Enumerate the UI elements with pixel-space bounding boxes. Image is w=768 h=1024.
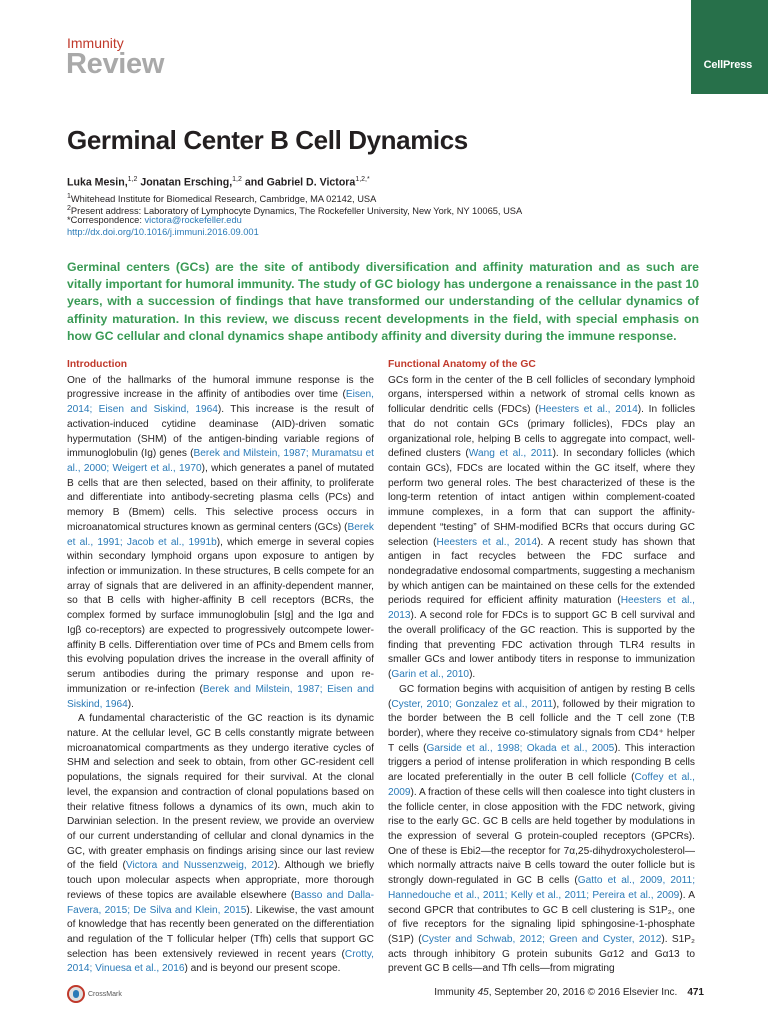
body-text: ). This interaction triggers a period of intense proliferation in which responding B cells are located preferentially in the outer B cell follicle ( [388, 742, 695, 784]
paragraph [388, 374, 695, 683]
body-text: ). Likewise, the vast amount of knowledge that has recently been generated on the differentiation and regulation of the T follicular helper (Tfh) cells that support GC selection has been extensively reviewed in recent years ( [67, 904, 374, 960]
body-text: ). A fraction of these cells will then coalesce into tight clusters in the follicle center, in close apposition with the FDC network, giving rise to the early GC. GC B cells are held together by modulations in the expression of several G protein-coupled receptors (GPCRs). One of these is Ebi2—the receptor for 7α,25-dihydroxycholesterol—which normally attracts naive B cells toward the outer follicle but is strongly down-regulated in GC B cells ( [388, 786, 695, 887]
footer-journal: Immunity [434, 987, 475, 998]
cellpress-logo-text: CellPress [703, 59, 752, 71]
body-text: ). [469, 669, 476, 681]
crossmark-icon [67, 985, 85, 1003]
citation-link[interactable]: Crotty, 2014; Vinuesa et al., 2016 [67, 948, 374, 975]
author-affiliation-mark: 1,2,* [355, 176, 370, 183]
page-footer [434, 987, 704, 998]
crossmark-logo[interactable] [67, 985, 122, 1003]
body-text: ). [127, 698, 134, 710]
citation-link[interactable]: Berek and Milstein, 1987; Muramatsu et al., 2000; Weigert et al., 1970 [67, 448, 374, 475]
right-column [388, 358, 695, 977]
body-text: GCs form in the center of the B cell follicles of secondary lymphoid organs, interspersed within a network of stromal cells known as follicular dendritic cells (FDCs) ( [388, 374, 695, 416]
author-affiliation-mark: 1,2 [127, 176, 138, 183]
citation-link[interactable]: Victora and Nussenzweig, 2012 [125, 860, 275, 872]
page-number: 471 [687, 987, 704, 998]
author-name: Jonatan Ersching, [137, 176, 233, 189]
journal-name: Immunity [67, 35, 124, 51]
citation-link[interactable]: Berek and Milstein, 1987; Eisen and Siskind, 1964 [67, 683, 374, 710]
body-text: ) and is beyond our present scope. [184, 963, 341, 975]
body-text: ). A recent study has shown that antigen in fact recycles between the FDC surface and nondegradative endosomal compartments, suggesting a mechanism by which antigen can be maintained on these cells for the extended periods required for efficient affinity maturation ( [388, 536, 695, 607]
citation-link[interactable]: Coffey et al., 2009 [388, 772, 695, 798]
citation-link[interactable]: Garside et al., 1998; Okada et al., 2005 [426, 742, 615, 754]
citation-link[interactable]: Wang et al., 2011 [468, 448, 553, 460]
body-text: ). Although we briefly touch upon molecular aspects when appropriate, more thorough reviews of these topics are available elsewhere ( [67, 860, 375, 901]
citation-link[interactable]: Cyster, 2010; Gonzalez et al., 2011 [391, 698, 553, 710]
body-text: ). In secondary follicles (which contain GCs), FDCs are located within the GC itself, where they perform two general roles. The best characterized of these is the long-term retention of intact antigen within complement-coated immune complexes, in a form that can support the affinity-dependent “testing” of SHM-modified BCRs that occurs during GC selection ( [388, 448, 695, 548]
body-text: GC formation begins with acquisition of antigen by resting B cells ( [388, 683, 695, 710]
affiliation-2: $^2$Present address: Laboratory of Lymphocyte Dynamics, The Rockefeller University, New York, NY 10065, USA [67, 205, 523, 217]
author-name: and Gabriel D. Victora [241, 176, 356, 189]
footer-date: , September 20, 2016 © 2016 Elsevier Inc. [488, 987, 678, 998]
body-text: ). This increase is the result of activation-induced cytidine deaminase (AID)-driven somatic hypermutation (SHM) of the antigen-binding variable regions of immunoglobulin (Ig) genes ( [67, 404, 374, 460]
article-title: Germinal Center B Cell Dynamics [67, 125, 468, 155]
citation-link[interactable]: Eisen, 2014; Eisen and Siskind, 1964 [67, 389, 374, 416]
citation-link[interactable]: Garin et al., 2010 [391, 669, 470, 681]
footer-volume: 45 [477, 987, 489, 998]
author-name: Luka Mesin, [67, 176, 128, 189]
crossmark-label: CrossMark [88, 990, 122, 998]
body-text: ), followed by their migration to the border between the B cell follicle and the T cell zone (T:B border), where they receive co-stimulatory signals from CD4⁺ helper T cells ( [388, 698, 695, 754]
body-text: ). S1P₂ acts through inhibitory G protein subunits Gα12 and Gα13 to prevent GC B cells—and Tfh cells—from migrating [388, 934, 695, 975]
paragraph [388, 683, 695, 977]
email-link[interactable]: victora@rockefeller.edu [144, 215, 242, 225]
affiliation-1: $^1$Whitehead Institute for Biomedical Research, Cambridge, MA 02142, USA [67, 193, 377, 205]
citation-link[interactable]: Heesters et al., 2014 [436, 536, 538, 548]
body-text: ). A second role for FDCs is to support GC B cell survival and the overall prolificacy of the GC reaction. This is supported by the finding that preventing FDC activation through TLR4 results in smaller GCs and lower antibody titers in response to immunization ( [388, 610, 695, 681]
citation-link[interactable]: Heesters et al., 2013 [388, 595, 695, 622]
cellpress-logo [691, 0, 768, 94]
section-heading-functional-anatomy: Functional Anatomy of the GC [388, 359, 536, 370]
citation-link[interactable]: Gatto et al., 2009, 2011; Hannedouche et al., 2011; Kelly et al., 2011; Pereira et al., 2009 [388, 875, 696, 901]
doi-link[interactable]: http://dx.doi.org/10.1016/j.immuni.2016.09.001 [67, 227, 259, 237]
citation-link[interactable]: Heesters et al., 2014 [538, 404, 638, 416]
body-text: ), which emerge in several copies within secondary lymphoid organs upon exposure to antigen by infection or immunization. In these structures, B cells compete for an array of signals that are delivered in an affinity-dependent manner, so that B cells with higher-affinity B cell receptors (BCRs, the complex formed by surface immunoglobulin [sIg] and the Igα and Igβ co-receptors) are expected to progressively outcompete lower-affinity B cells. Differentiation over time of PCs and Bmem cells from this evolving population drives the increase in the overall affinity of serum antibodies during the primary response and upon re-immunization or re-infection ( [67, 536, 374, 695]
citation-link[interactable]: Basso and Dalla-Favera, 2015; De Silva and Klein, 2015 [67, 889, 374, 916]
paragraph [67, 374, 374, 713]
citation-link[interactable]: Berek et al., 1991; Jacob et al., 1991b [67, 521, 374, 548]
left-column [67, 358, 374, 977]
citation-link[interactable]: Cyster and Schwab, 2012; Green and Cyster, 2012 [421, 934, 662, 946]
body-text: ). In follicles that do not contain GCs (primary follicles), FDCs play an organizational role, helping B cells to aggregate into compact, well-defined clusters ( [388, 404, 696, 460]
correspondence: *Correspondence: victora@rockefeller.edu [67, 215, 242, 225]
article-type: Review [66, 48, 165, 80]
abstract: Germinal centers (GCs) are the site of antibody diversification and affinity maturation and as such are vitally important for humoral immunity. The study of GC biology has undergone a renaissance in the past 10 years, with a succession of findings that have transformed our understanding of the cellular dynamics of affinity maturation. In this review, we discuss recent developments in the field, with special emphasis on how GC cellular and clonal dynamics shape antibody affinity and diversity during the immune response. [67, 260, 699, 343]
author-affiliation-mark: 1,2 [232, 176, 242, 183]
author-list [67, 176, 370, 189]
body-text: One of the hallmarks of the humoral immune response is the progressive increase in the affinity of antibodies over time ( [67, 374, 374, 401]
section-heading-introduction: Introduction [67, 359, 128, 370]
paragraph [67, 712, 374, 977]
body-text: A fundamental characteristic of the GC reaction is its dynamic nature. At the cellular level, GC B cells constantly migrate between microanatomical compartments as they undergo iterative cycles of SHM and selection and seek to obtain, from other GC-resident cell populations, the signals required for their survival. At the clonal level, the expansion and contraction of clonal populations based on their relative fitness follows a dynamics of its own, much akin to Darwinian selection. In the present review, we provide an overview of our current understanding of cellular and clonal dynamics in the GC, with greater emphasis on findings arising since our last review of the field ( [67, 713, 374, 872]
body-text: ), which generates a panel of mutated B cells that are then selected, based on their affinity, to proliferate and differentiate into antibody-secreting plasma cells (PCs) and memory B (Bmem) cells. This selective process occurs in microanatomical structures known as germinal centers (GCs) ( [67, 463, 374, 533]
body-text: ). A second GPCR that contributes to GC B cell clustering is S1P₂, one of five receptors for the signaling lipid sphingosine-1-phosphate (S1P) ( [388, 889, 695, 946]
